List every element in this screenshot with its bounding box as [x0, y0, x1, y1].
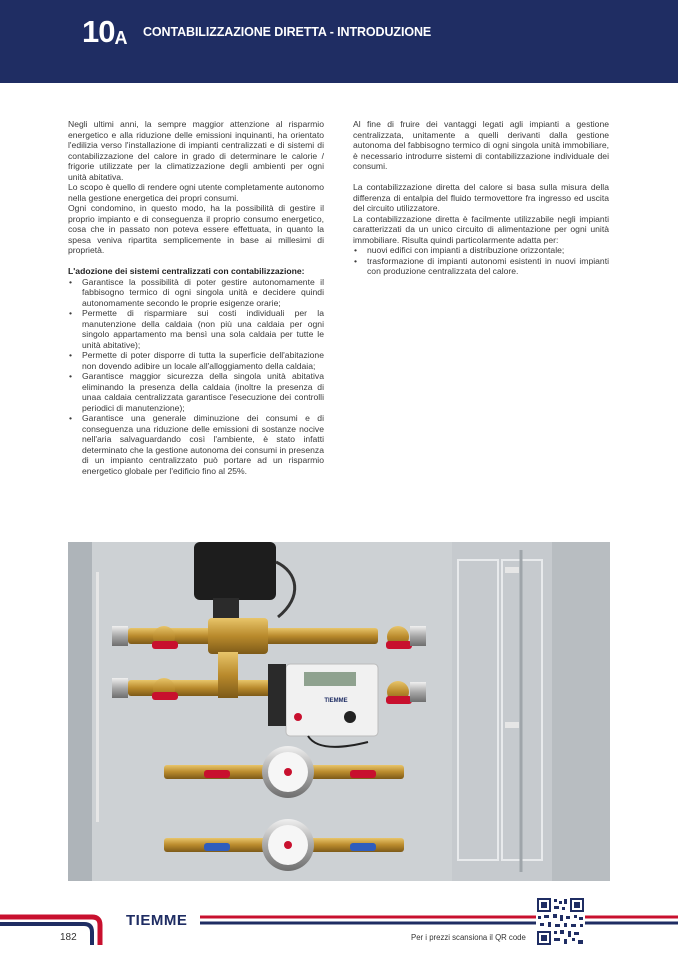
header-band [0, 0, 678, 83]
product-photo [68, 542, 610, 881]
paragraph: La contabilizzazione diretta del calore si basa sulla misura della differenza di entalpia del fluido termovettore fra ingresso ed uscita del circuito utilizzatore. [353, 182, 609, 213]
qr-code[interactable] [536, 897, 585, 946]
left-column [68, 119, 324, 476]
list-item: • Garantisce una generale diminuzione dei consumi e di conseguenza una riduzione delle emissioni di sostanze nocive nell'aria salvaguardando così l'ambiente, è stato infatti determinato che la gestione autonoma dei consumi in presenza di un impianto centralizzato può portare ad un risparmio energetico globale per l'edificio fino al 25%. [69, 413, 324, 476]
list-item: • trasformazione di impianti autonomi esistenti in nuovi impianti con produzione centralizzata del calore. [354, 255, 609, 276]
qr-caption: Per i prezzi scansiona il QR code [411, 933, 526, 942]
right-column [353, 119, 609, 277]
list-item: • Permette di poter disporre di tutta la superficie dell'abitazione non dovendo adibire un locale all'alloggiamento della caldaia; [69, 350, 324, 371]
chapter-suffix: A [114, 28, 128, 48]
page-title: CONTABILIZZAZIONE DIRETTA - INTRODUZIONE [143, 25, 432, 39]
paragraph: Lo scopo è quello di rendere ogni utente completamente autonomo nella gestione energetica dei propri consumi. [68, 182, 324, 203]
page-number: 182 [60, 932, 77, 943]
list-item: • Permette di risparmiare sui costi individuali per la manutenzione della caldaia (non più una caldaia per ogni singolo appartamento ma bensì una sola caldaia per tutte le unità abitative); [69, 308, 324, 350]
manifold-illustration [68, 542, 610, 881]
meter-brand: TIEMME [324, 698, 348, 704]
paragraph: Al fine di fruire dei vantaggi legati agli impianti a gestione centralizzata, unitamente a quelli derivanti dalla gestione autonoma del fabbisogno termico di ogni singola unità immobiliare, è necessario introdurre sistemi di contabilizzazione individuale dei consumi. [353, 119, 609, 171]
list-item: • Garantisce maggior sicurezza della singola unità abitativa eliminando la presenza della caldaia (inoltre la presenza di unaa caldaia centralizzata garantisce l'esecuzione dei controlli periodici di manutenzione); [69, 371, 324, 413]
list-item: • Garantisce la possibilità di poter gestire autonomamente il fabbisogno termico di ogni singola unità e decidere quindi autonomamente secondo le proprie esigenze orarie; [69, 276, 324, 308]
brand-logo: TIEMME [126, 912, 188, 929]
paragraph: Ogni condomino, in questo modo, ha la possibilità di gestire il proprio impianto e di conseguenza il proprio consumo energetico, cosa che in passato non poteva essere effettuata, in quanto la spesa veniva ripartita semplicemente in base ai millesimi di proprietà. [68, 203, 324, 255]
bullet-list [353, 245, 609, 277]
bullet-list [68, 277, 324, 477]
section-subheading: L'adozione dei sistemi centralizzati con contabilizzazione: [68, 266, 305, 276]
list-item: • nuovi edifici con impianti a distribuzione orizzontale; [354, 245, 565, 255]
chapter-number: 10A [82, 14, 128, 49]
paragraph: Negli ultimi anni, la sempre maggior attenzione al risparmio energetico e alla riduzione delle emissioni inquinanti, ha orientato l'edilizia verso l'installazione di impianti centralizzati e di sistemi di contabilizzazione del calore in grado di determinare le calorie / frigorie utilizzate per la climatizzazione degli ambienti per ogni unità abitativa. [68, 119, 324, 182]
paragraph: La contabilizzazione diretta è facilmente utilizzabile negli impianti caratterizzati da un unico circuito di alimentazione per ogni unità immobiliare. Risulta quindi particolarmente adatta per: [353, 213, 609, 245]
